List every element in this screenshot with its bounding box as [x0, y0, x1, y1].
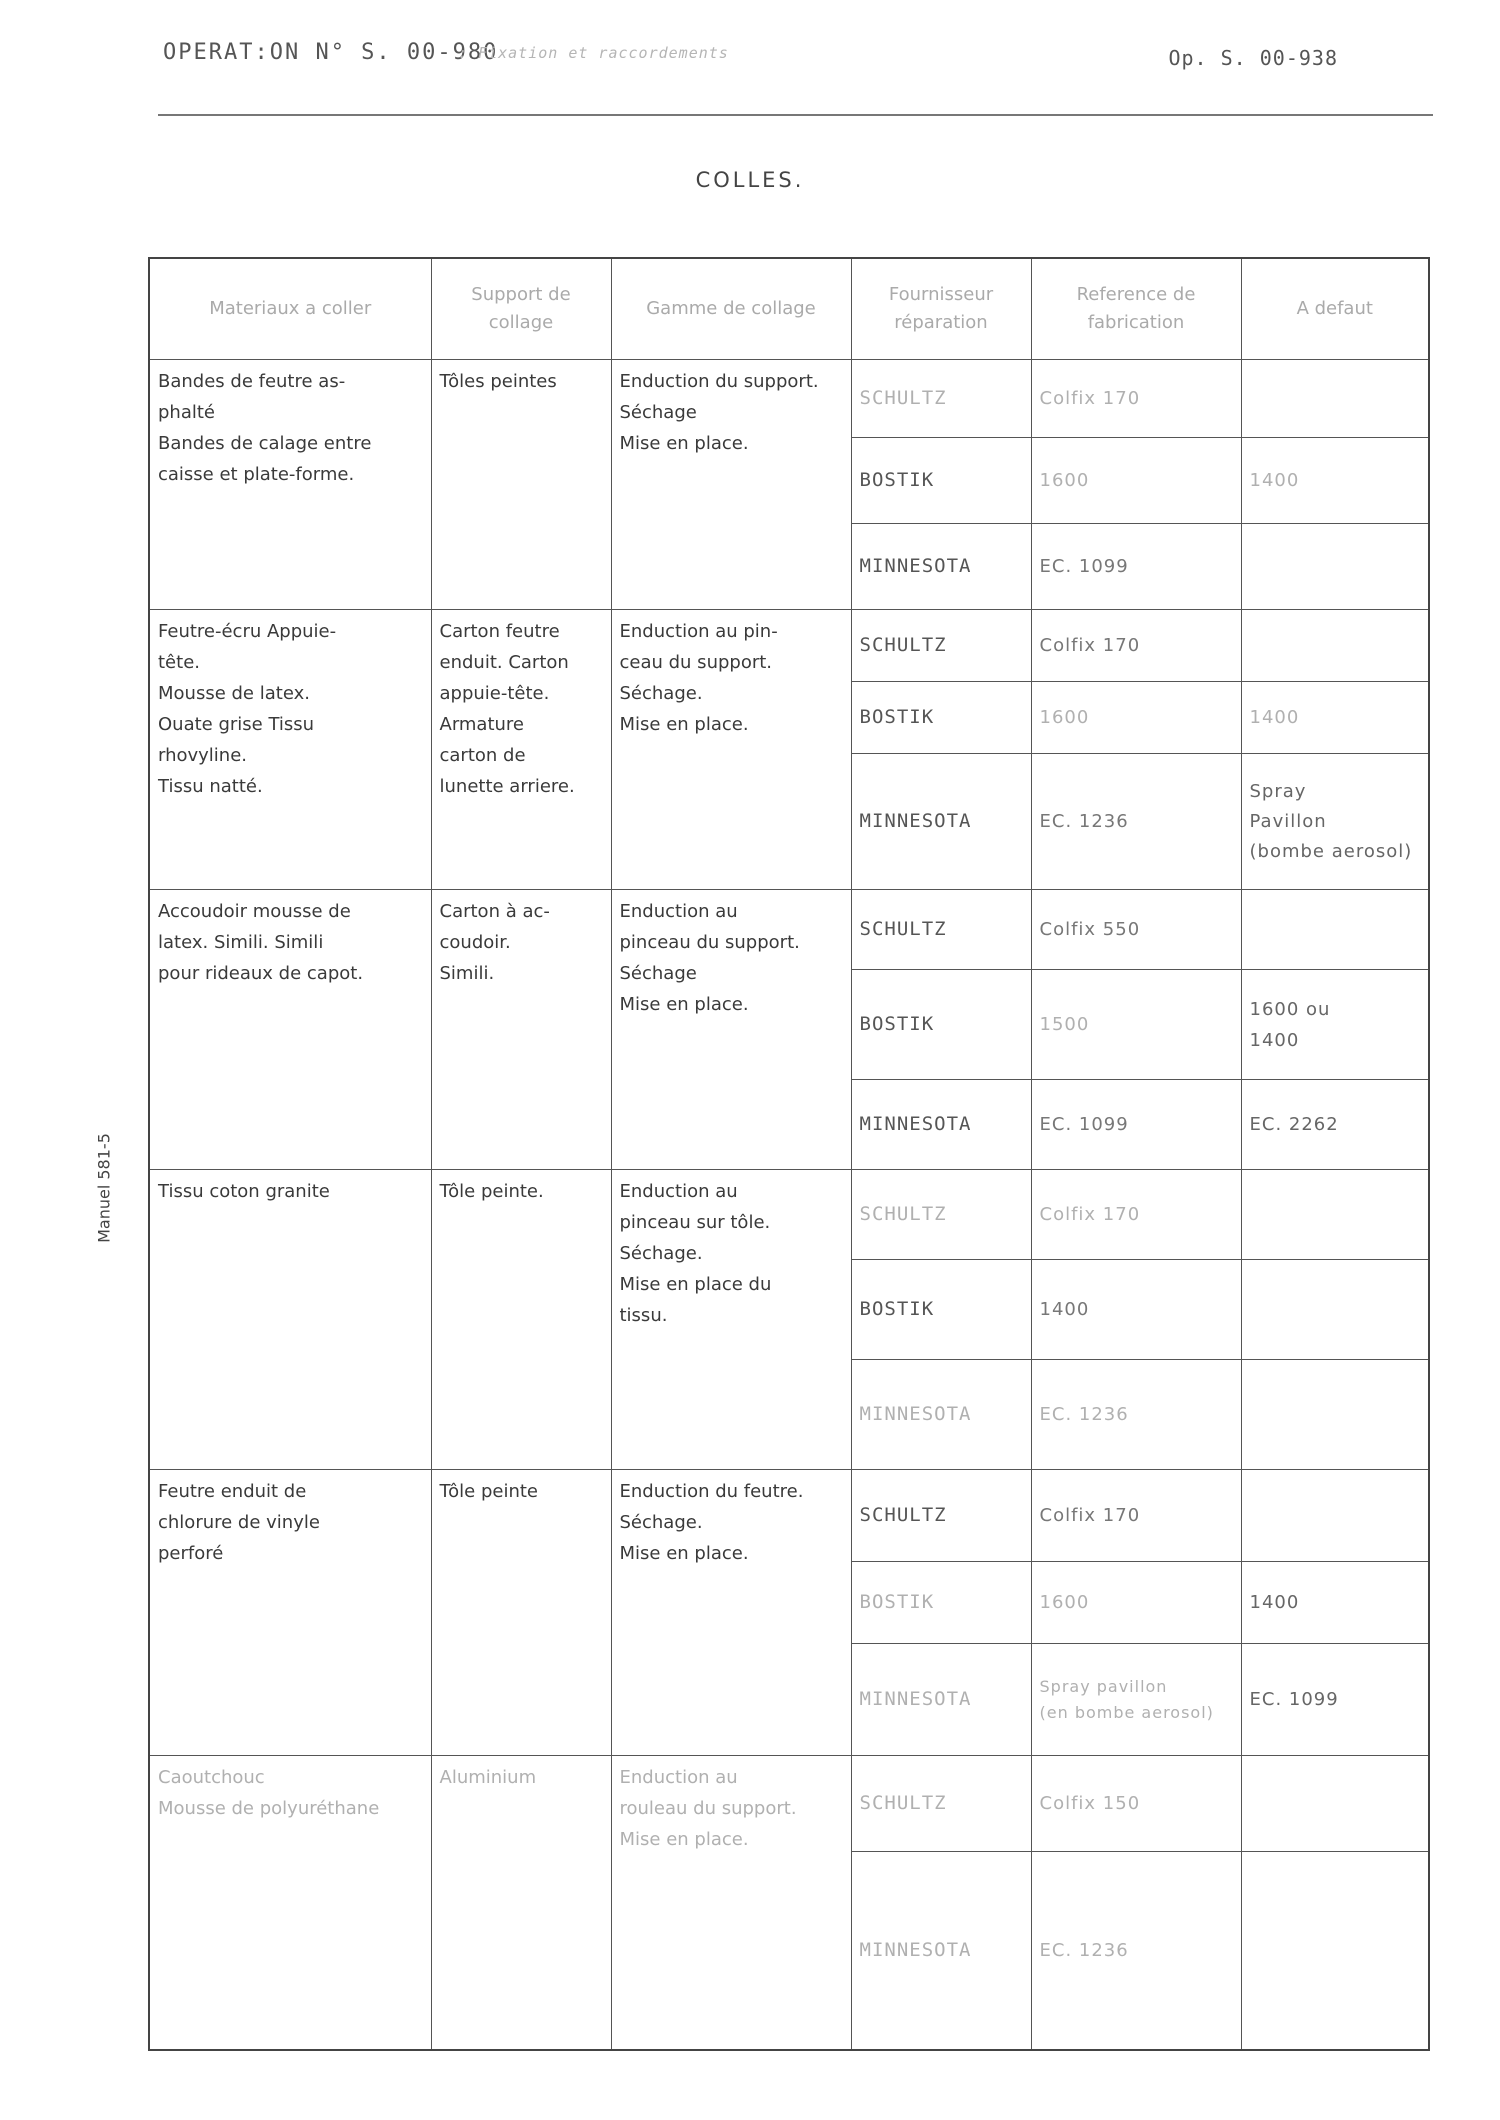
cell-supplier: SCHULTZ: [851, 890, 1031, 970]
cell-reference: Colfix 170: [1031, 1470, 1241, 1562]
cell-supplier: MINNESOTA: [851, 1644, 1031, 1756]
cell-reference: EC. 1099: [1031, 1080, 1241, 1170]
cell-gamme: Enduction au pinceau sur tôle. Séchage. Mise en place du tissu.: [611, 1170, 851, 1470]
cell-supplier: BOSTIK: [851, 1260, 1031, 1360]
cell-reference: 1600: [1031, 682, 1241, 754]
table-row: [149, 890, 1429, 970]
cell-support: Tôle peinte.: [431, 1170, 611, 1470]
cell-default: 1400: [1241, 1562, 1429, 1644]
cell-supplier: BOSTIK: [851, 682, 1031, 754]
cell-supplier: MINNESOTA: [851, 1852, 1031, 2050]
table-row: [149, 1170, 1429, 1260]
cell-supplier: SCHULTZ: [851, 610, 1031, 682]
glue-table: [148, 257, 1430, 2051]
operation-number: OPERAT:ON N° S. 00-980: [163, 40, 499, 65]
cell-default: [1241, 1756, 1429, 1852]
col-header-fournisseur: Fournisseur réparation: [851, 258, 1031, 360]
cell-supplier: BOSTIK: [851, 970, 1031, 1080]
cell-default: EC. 1099: [1241, 1644, 1429, 1756]
cell-supplier: MINNESOTA: [851, 524, 1031, 610]
cell-reference: Colfix 170: [1031, 360, 1241, 438]
cell-supplier: SCHULTZ: [851, 1756, 1031, 1852]
col-header-defaut: A defaut: [1241, 258, 1429, 360]
cell-material: Bandes de feutre as- phalté Bandes de calage entre caisse et plate-forme.: [149, 360, 431, 610]
table-row: [149, 1470, 1429, 1562]
cell-supplier: MINNESOTA: [851, 754, 1031, 890]
table-header-row: [149, 258, 1429, 360]
cell-default: [1241, 1470, 1429, 1562]
cell-supplier: SCHULTZ: [851, 1470, 1031, 1562]
col-header-gamme: Gamme de collage: [611, 258, 851, 360]
table-row: [149, 610, 1429, 682]
cell-reference: Colfix 170: [1031, 610, 1241, 682]
cell-default: [1241, 610, 1429, 682]
cell-default: [1241, 1360, 1429, 1470]
cell-default: 1400: [1241, 682, 1429, 754]
cell-material: Tissu coton granite: [149, 1170, 431, 1470]
cell-support: Carton feutre enduit. Carton appuie-tête. Armature carton de lunette arriere.: [431, 610, 611, 890]
cell-default: [1241, 1852, 1429, 2050]
cell-default: [1241, 890, 1429, 970]
cell-support: Carton à ac- coudoir. Simili.: [431, 890, 611, 1170]
page-header: [163, 36, 1338, 76]
cell-default: [1241, 1260, 1429, 1360]
cell-support: Tôles peintes: [431, 360, 611, 610]
cell-supplier: SCHULTZ: [851, 360, 1031, 438]
operation-subtitle: : Fixation et raccordements: [458, 44, 729, 62]
cell-material: Accoudoir mousse de latex. Simili. Simili pour rideaux de capot.: [149, 890, 431, 1170]
cell-default: [1241, 360, 1429, 438]
operation-ref: Op. S. 00-938: [1168, 46, 1338, 70]
cell-gamme: Enduction au pin- ceau du support. Séchage. Mise en place.: [611, 610, 851, 890]
cell-reference: Colfix 550: [1031, 890, 1241, 970]
col-header-reference: Reference de fabrication: [1031, 258, 1241, 360]
cell-gamme: Enduction au rouleau du support. Mise en place.: [611, 1756, 851, 2050]
cell-reference: 1500: [1031, 970, 1241, 1080]
table-row: [149, 360, 1429, 438]
col-header-support: Support de collage: [431, 258, 611, 360]
cell-reference: 1400: [1031, 1260, 1241, 1360]
cell-gamme: Enduction du support. Séchage Mise en place.: [611, 360, 851, 610]
cell-support: Aluminium: [431, 1756, 611, 2050]
cell-default: [1241, 524, 1429, 610]
cell-default: 1600 ou 1400: [1241, 970, 1429, 1080]
cell-reference: 1600: [1031, 1562, 1241, 1644]
cell-reference: Spray pavillon (en bombe aerosol): [1031, 1644, 1241, 1756]
cell-supplier: MINNESOTA: [851, 1360, 1031, 1470]
cell-reference: Colfix 170: [1031, 1170, 1241, 1260]
header-divider: [158, 114, 1433, 116]
cell-material: Feutre-écru Appuie- tête. Mousse de latex. Ouate grise Tissu rhovyline. Tissu natté.: [149, 610, 431, 890]
cell-default: Spray Pavillon (bombe aerosol): [1241, 754, 1429, 890]
cell-reference: EC. 1236: [1031, 1360, 1241, 1470]
cell-gamme: Enduction du feutre. Séchage. Mise en place.: [611, 1470, 851, 1756]
cell-support: Tôle peinte: [431, 1470, 611, 1756]
side-manual-label: Manuel 581-5: [94, 1133, 114, 1243]
cell-default: EC. 2262: [1241, 1080, 1429, 1170]
cell-supplier: MINNESOTA: [851, 1080, 1031, 1170]
cell-supplier: SCHULTZ: [851, 1170, 1031, 1260]
cell-material: Feutre enduit de chlorure de vinyle perforé: [149, 1470, 431, 1756]
page-title: COLLES.: [695, 168, 805, 192]
cell-reference: EC. 1236: [1031, 1852, 1241, 2050]
cell-supplier: BOSTIK: [851, 1562, 1031, 1644]
cell-reference: Colfix 150: [1031, 1756, 1241, 1852]
col-header-materiaux: Materiaux a coller: [149, 258, 431, 360]
cell-supplier: BOSTIK: [851, 438, 1031, 524]
cell-gamme: Enduction au pinceau du support. Séchage Mise en place.: [611, 890, 851, 1170]
cell-material: Caoutchouc Mousse de polyuréthane: [149, 1756, 431, 2050]
cell-reference: 1600: [1031, 438, 1241, 524]
cell-reference: EC. 1099: [1031, 524, 1241, 610]
cell-reference: EC. 1236: [1031, 754, 1241, 890]
table-row: [149, 1756, 1429, 1852]
cell-default: 1400: [1241, 438, 1429, 524]
cell-default: [1241, 1170, 1429, 1260]
